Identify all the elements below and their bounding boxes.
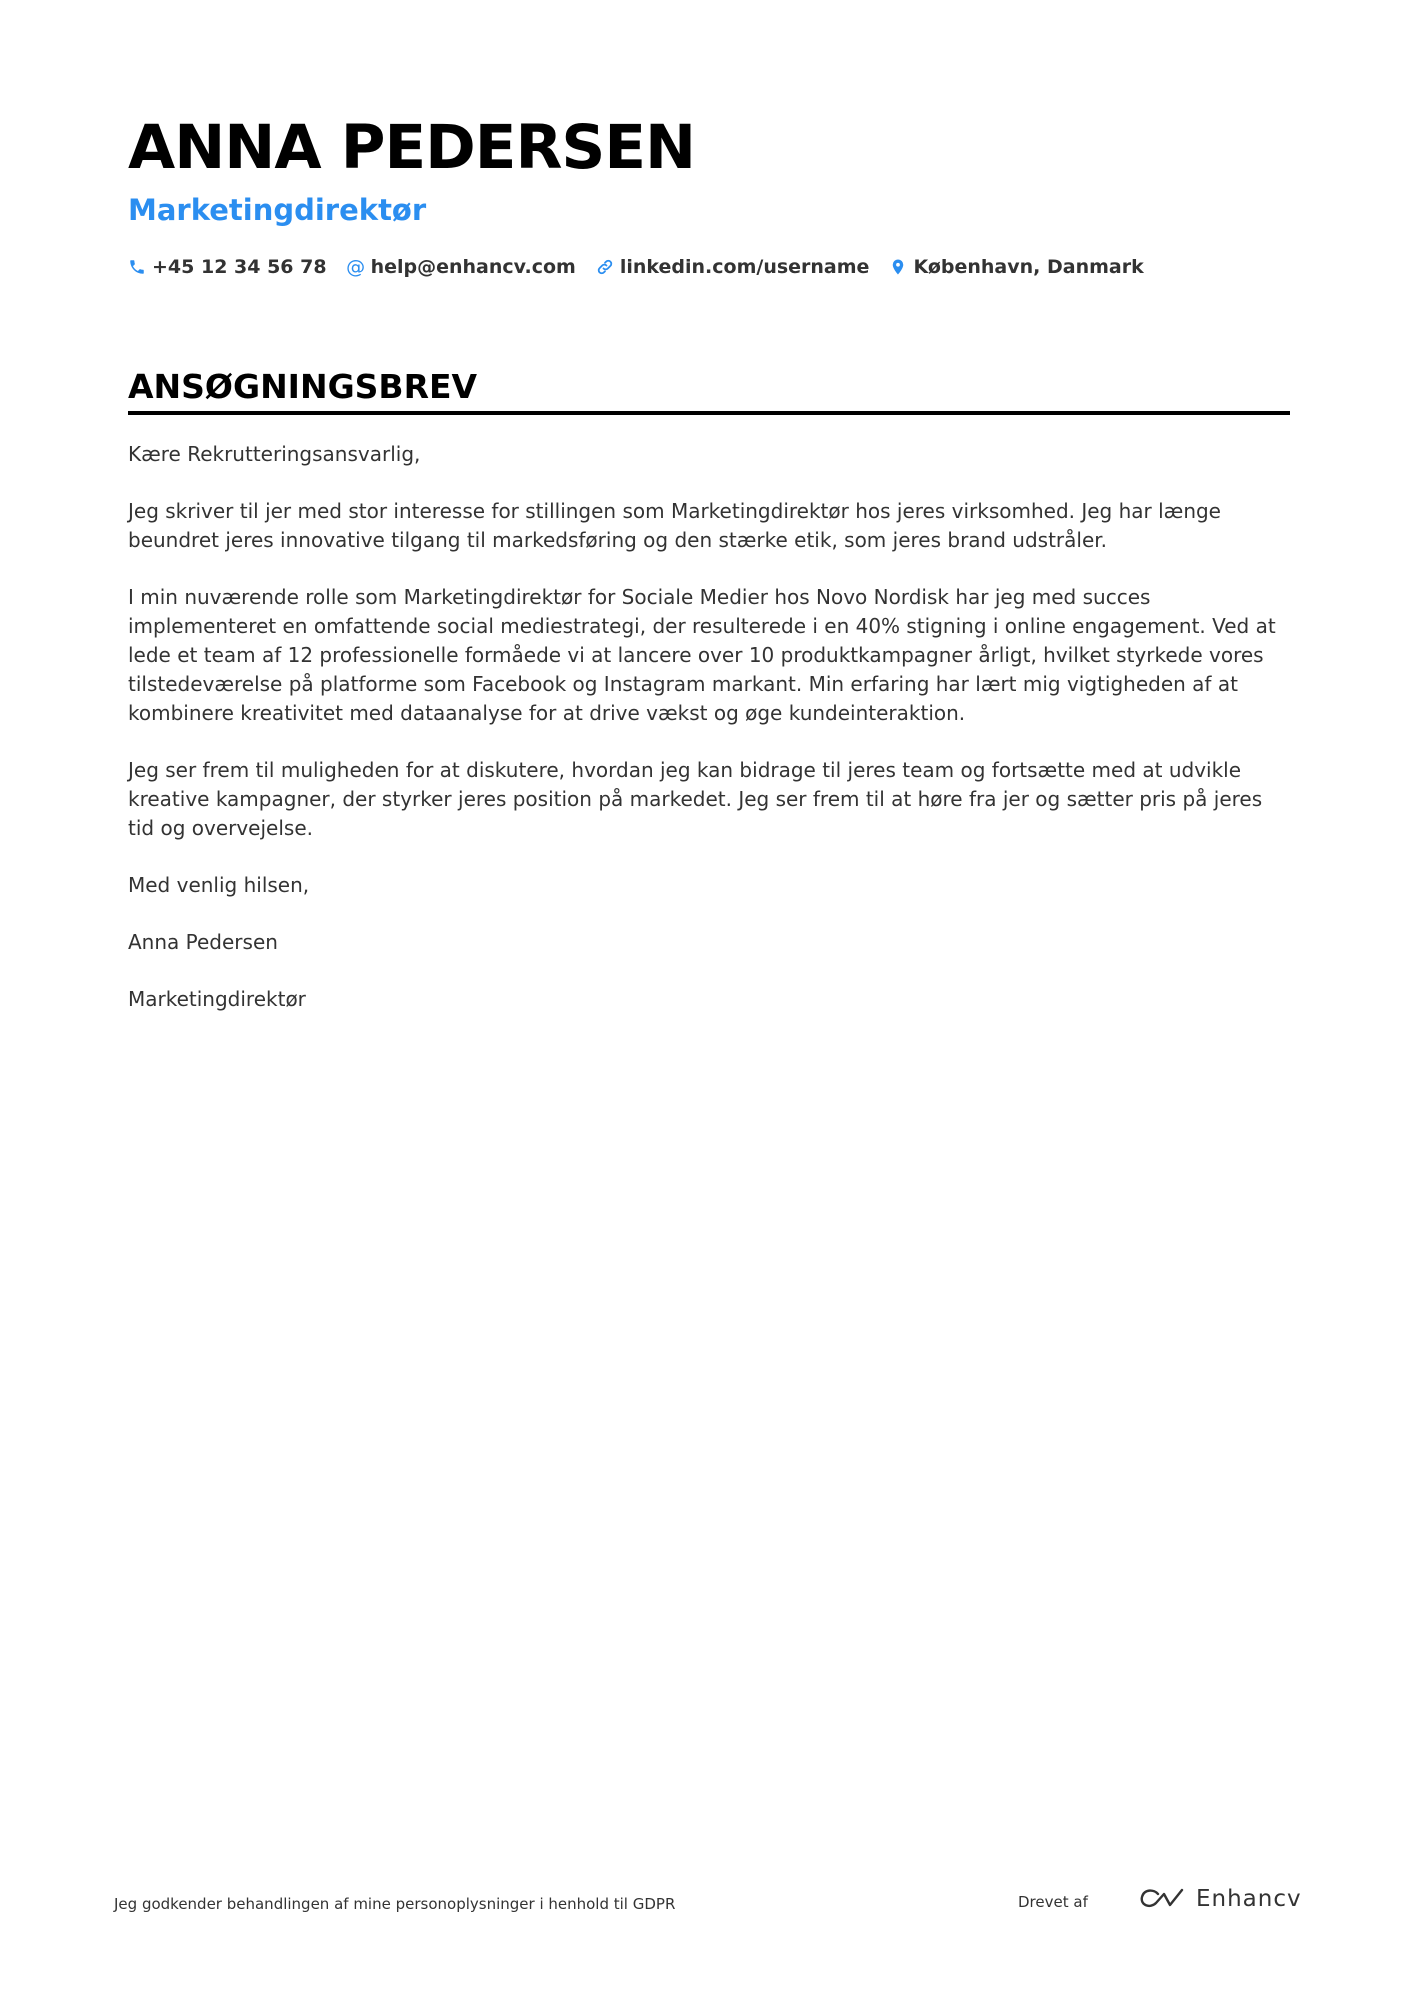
- gdpr-consent-text: Jeg godkender behandlingen af mine personoplysninger i henhold til GDPR: [114, 1895, 676, 1913]
- contact-email-text: help@enhancv.com: [370, 256, 576, 278]
- location-pin-icon: [889, 258, 907, 276]
- contact-linkedin-text: linkedin.com/username: [619, 256, 870, 278]
- powered-by-label: Drevet af: [1018, 1893, 1088, 1911]
- phone-icon: [128, 258, 146, 276]
- section-divider: [128, 411, 1290, 415]
- letter-paragraph: I min nuværende rolle som Marketingdirektør for Sociale Medier hos Novo Nordisk har jeg med succes implementeret en omfattende social mediestrategi, der resulterede i en 40% stigning i online engagement. Ved at lede et team af 12 professionelle formåede vi at lancere over 10 produktkampagner årligt, hvilket styrkede vores tilstedeværelse på platforme som Facebook og Instagram markant. Min erfaring har lært mig vigtigheden af at kombinere kreativitet med dataanalyse for at drive vækst og øge kundeinteraktion.: [128, 585, 1276, 725]
- applicant-name: ANNA PEDERSEN: [128, 112, 696, 183]
- contact-email[interactable]: [347, 253, 576, 281]
- contact-location: [889, 253, 1143, 281]
- letter-salutation: Kære Rekrutteringsansvarlig,: [128, 442, 421, 466]
- letter-body: [128, 440, 1290, 1042]
- contact-linkedin[interactable]: [596, 253, 870, 281]
- link-icon: [596, 258, 614, 276]
- letter-closing: Med venlig hilsen,: [128, 873, 310, 897]
- letter-paragraph: Jeg ser frem til muligheden for at diskutere, hvordan jeg kan bidrage til jeres team og fortsætte med at udvikle kreative kampagner, der styrker jeres position på markedet. Jeg ser frem til at høre fra jer og sætter pris på jeres tid og overvejelse.: [128, 758, 1263, 840]
- contact-phone-text: +45 12 34 56 78: [152, 256, 327, 278]
- letter-paragraph: Jeg skriver til jer med stor interesse for stillingen som Marketingdirektør hos jeres virksomhed. Jeg har længe beundret jeres innovative tilgang til markedsføring og den stærke etik, som jeres brand udstråler.: [128, 499, 1221, 552]
- enhancv-logo-icon: [1138, 1885, 1186, 1913]
- contact-bar: [128, 253, 1164, 281]
- section-heading: ANSØGNINGSBREV: [128, 367, 478, 406]
- letter-signature-name: Anna Pedersen: [128, 930, 278, 954]
- at-icon: @: [346, 256, 366, 278]
- brand-logo[interactable]: [1138, 1885, 1302, 1913]
- applicant-title: Marketingdirektør: [128, 193, 427, 227]
- brand-name: Enhancv: [1196, 1886, 1302, 1912]
- contact-phone[interactable]: [128, 253, 327, 281]
- letter-signature-title: Marketingdirektør: [128, 987, 306, 1011]
- contact-location-text: København, Danmark: [913, 256, 1144, 278]
